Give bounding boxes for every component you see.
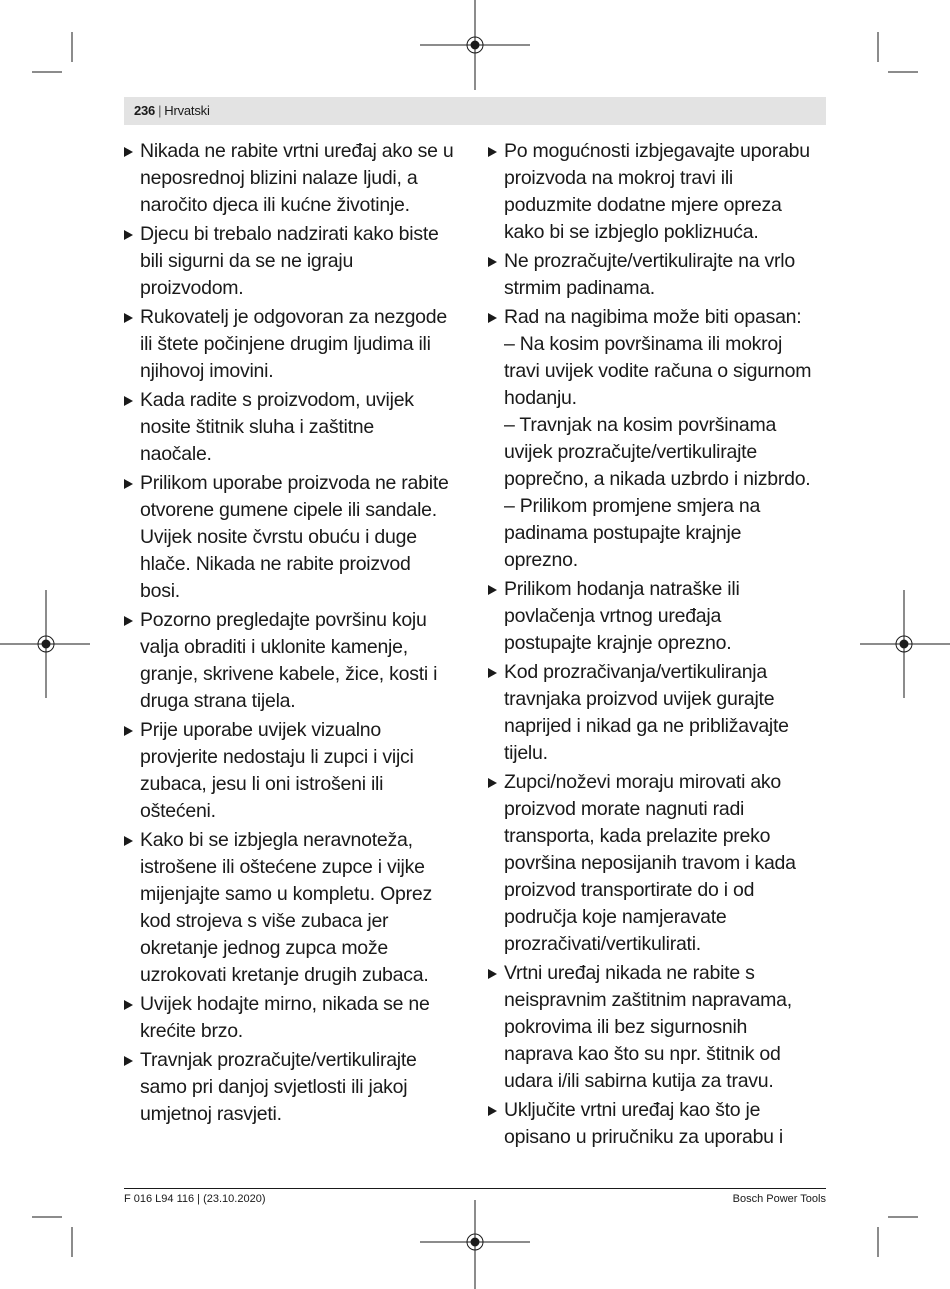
triangle-bullet-icon [124, 726, 133, 736]
safety-list-item [124, 1047, 469, 1128]
list-item-text-line: opisano u priručniku za uporabu i [504, 1126, 784, 1148]
list-item-text-line: uvijek prozračujte/vertikulirajte [504, 441, 757, 463]
list-item-text-line: transporta, kada prelazite preko [504, 825, 771, 847]
triangle-bullet-icon [124, 147, 133, 157]
list-item-text-line: Prije uporabe uvijek vizualno [140, 719, 381, 741]
list-item-text-line: hlače. Nikada ne rabite proizvod [140, 553, 411, 575]
list-item-text-line: postupajte krajnje oprezno. [504, 632, 732, 654]
safety-list-item [488, 304, 833, 574]
triangle-bullet-icon [488, 313, 497, 323]
list-item-text-line: poprečno, a nikada uzbrdo i nizbrdo. [504, 468, 811, 490]
list-item-text-line: otvorene gumene cipele ili sandale. [140, 499, 437, 521]
triangle-bullet-icon [124, 230, 133, 240]
list-item-text-line: strmim padinama. [504, 277, 655, 299]
list-item-text-line: provjerite nedostaju li zupci i vijci [140, 746, 414, 768]
footer-rule [124, 1188, 826, 1189]
list-item-text-line: proizvod transportirate do i od [504, 879, 755, 901]
list-item-text-line: naprava kao što su npr. štitnik od [504, 1043, 781, 1065]
list-item-text-line: Nikada ne rabite vrtni uređaj ako se u [140, 140, 454, 162]
list-item-text-line: proizvoda na mokroj travi ili [504, 167, 734, 189]
list-item-text-line: bili sigurni da se ne igraju [140, 250, 354, 272]
list-item-text-line: druga strana tijela. [140, 690, 296, 712]
safety-list-item [124, 827, 469, 989]
list-item-text-line: područja koje namjeravate [504, 906, 727, 928]
list-item-text-line: Rukovatelj je odgovoran za nezgode [140, 306, 447, 328]
footer-brand: Bosch Power Tools [732, 1193, 826, 1205]
page-number: 236 [134, 103, 156, 118]
list-item-text-line: – Travnjak na kosim površinama [504, 414, 777, 436]
list-item-text-line: travi uvijek vodite računa o sigurnom [504, 360, 812, 382]
list-item-text-line: hodanju. [504, 387, 577, 409]
list-item-text-line: nosite štitnik sluha i zaštitne [140, 416, 374, 438]
triangle-bullet-icon [124, 479, 133, 489]
safety-list-item [124, 304, 469, 385]
list-item-text-line: njihovoj imovini. [140, 360, 274, 382]
list-item-text-line: Rad na nagibima može biti opasan: [504, 306, 802, 328]
right-column [488, 138, 833, 1153]
list-item-text-line: proizvodom. [140, 277, 244, 299]
triangle-bullet-icon [124, 1056, 133, 1066]
page-header [124, 97, 826, 125]
list-item-text-line: umjetnoj rasvjeti. [140, 1103, 282, 1125]
list-item-text-line: mijenjajte samo u kompletu. Oprez [140, 883, 432, 905]
list-item-text-line: neispravnim zaštitnim napravama, [504, 989, 792, 1011]
safety-list-item [124, 221, 469, 302]
triangle-bullet-icon [488, 147, 497, 157]
list-item-text-line: Kada radite s proizvodom, uvijek [140, 389, 414, 411]
list-item-text-line: zubaca, jesu li oni istrošeni ili [140, 773, 384, 795]
safety-list-item [124, 991, 469, 1045]
triangle-bullet-icon [124, 836, 133, 846]
triangle-bullet-icon [488, 969, 497, 979]
list-item-text-line: okretanje jednog zupca može [140, 937, 388, 959]
safety-list-item [124, 387, 469, 468]
list-item-text-line: naočale. [140, 443, 212, 465]
list-item-text-line: proizvod morate nagnuti radi [504, 798, 745, 820]
list-item-text-line: uzrokovati kretanje drugih zubaca. [140, 964, 429, 986]
triangle-bullet-icon [488, 257, 497, 267]
list-item-text-line: povlačenja vrtnog uređaja [504, 605, 722, 627]
list-item-text-line: travnjaka proizvod uvijek gurajte [504, 688, 775, 710]
safety-list-item [124, 607, 469, 715]
list-item-text-line: Djecu bi trebalo nadzirati kako biste [140, 223, 439, 245]
list-item-text-line: padinama postupajte krajnje [504, 522, 742, 544]
list-item-text-line: – Na kosim površinama ili mokroj [504, 333, 783, 355]
list-item-text-line: Kako bi se izbjegla neravnoteža, [140, 829, 413, 851]
list-item-text-line: Prilikom hodanja natraške ili [504, 578, 740, 600]
triangle-bullet-icon [488, 778, 497, 788]
list-item-text-line: Travnjak prozračujte/vertikulirajte [140, 1049, 417, 1071]
safety-list-item [124, 138, 469, 219]
list-item-text-line: pokrovima ili bez sigurnosnih [504, 1016, 748, 1038]
safety-list-item [488, 1097, 833, 1151]
list-item-text-line: ili štete počinjene drugim ljudima ili [140, 333, 431, 355]
triangle-bullet-icon [488, 1106, 497, 1116]
safety-list-item [124, 717, 469, 825]
list-item-text-line: površina neposijanih travom i kada [504, 852, 796, 874]
footer-document-id: F 016 L94 116 | (23.10.2020) [124, 1193, 266, 1205]
list-item-text-line: tijelu. [504, 742, 548, 764]
safety-list-item [488, 769, 833, 958]
header-separator: | [158, 103, 162, 118]
list-item-text-line: – Prilikom promjene smjera na [504, 495, 761, 517]
header-text [134, 103, 210, 119]
safety-list-item [488, 960, 833, 1095]
triangle-bullet-icon [488, 668, 497, 678]
list-item-text-line: Uključite vrtni uređaj kao što je [504, 1099, 761, 1121]
list-item-text-line: naročito djeca ili kućne životinje. [140, 194, 410, 216]
list-item-text-line: istrošene ili oštećene zupce i vijke [140, 856, 425, 878]
list-item-text-line: Prilikom uporabe proizvoda ne rabite [140, 472, 449, 494]
list-item-text-line: neposrednoj blizini nalaze ljudi, a [140, 167, 418, 189]
list-item-text-line: krećite brzo. [140, 1020, 243, 1042]
list-item-text-line: valja obraditi i uklonite kamenje, [140, 636, 408, 658]
header-language: Hrvatski [164, 103, 210, 118]
list-item-text-line: Vrtni uređaj nikada ne rabite s [504, 962, 755, 984]
list-item-text-line: kako bi se izbjeglo poklizнuća. [504, 221, 759, 243]
list-item-text-line: samo pri danjoj svjetlosti ili jakoj [140, 1076, 408, 1098]
list-item-text-line: Po mogućnosti izbjegavajte uporabu [504, 140, 810, 162]
list-item-text-line: Uvijek nosite čvrstu obuću i duge [140, 526, 417, 548]
triangle-bullet-icon [124, 1000, 133, 1010]
safety-list-item [488, 248, 833, 302]
list-item-text-line: Kod prozračivanja/vertikuliranja [504, 661, 767, 683]
safety-list-item [488, 138, 833, 246]
list-item-text-line: kod strojeva s više zubaca jer [140, 910, 389, 932]
triangle-bullet-icon [124, 616, 133, 626]
list-item-text-line: Pozorno pregledajte površinu koju [140, 609, 427, 631]
list-item-text-line: granje, skrivene kabele, žice, kosti i [140, 663, 438, 685]
triangle-bullet-icon [488, 585, 497, 595]
left-column [124, 138, 469, 1130]
list-item-text-line: prozračivati/vertikulirati. [504, 933, 701, 955]
list-item-text-line: Ne prozračujte/vertikulirajte na vrlo [504, 250, 795, 272]
list-item-text-line: oprezno. [504, 549, 578, 571]
list-item-text-line: oštećeni. [140, 800, 216, 822]
list-item-text-line: poduzmite dodatne mjere opreza [504, 194, 782, 216]
safety-list-item [488, 659, 833, 767]
list-item-text-line: udara i/ili sabirna kutija za travu. [504, 1070, 774, 1092]
list-item-text-line: Uvijek hodajte mirno, nikada se ne [140, 993, 430, 1015]
safety-list-item [488, 576, 833, 657]
list-item-text-line: naprijed i nikad ga ne približavajte [504, 715, 789, 737]
triangle-bullet-icon [124, 313, 133, 323]
triangle-bullet-icon [124, 396, 133, 406]
safety-list-item [124, 470, 469, 605]
list-item-text-line: Zupci/noževi moraju mirovati ako [504, 771, 782, 793]
list-item-text-line: bosi. [140, 580, 180, 602]
